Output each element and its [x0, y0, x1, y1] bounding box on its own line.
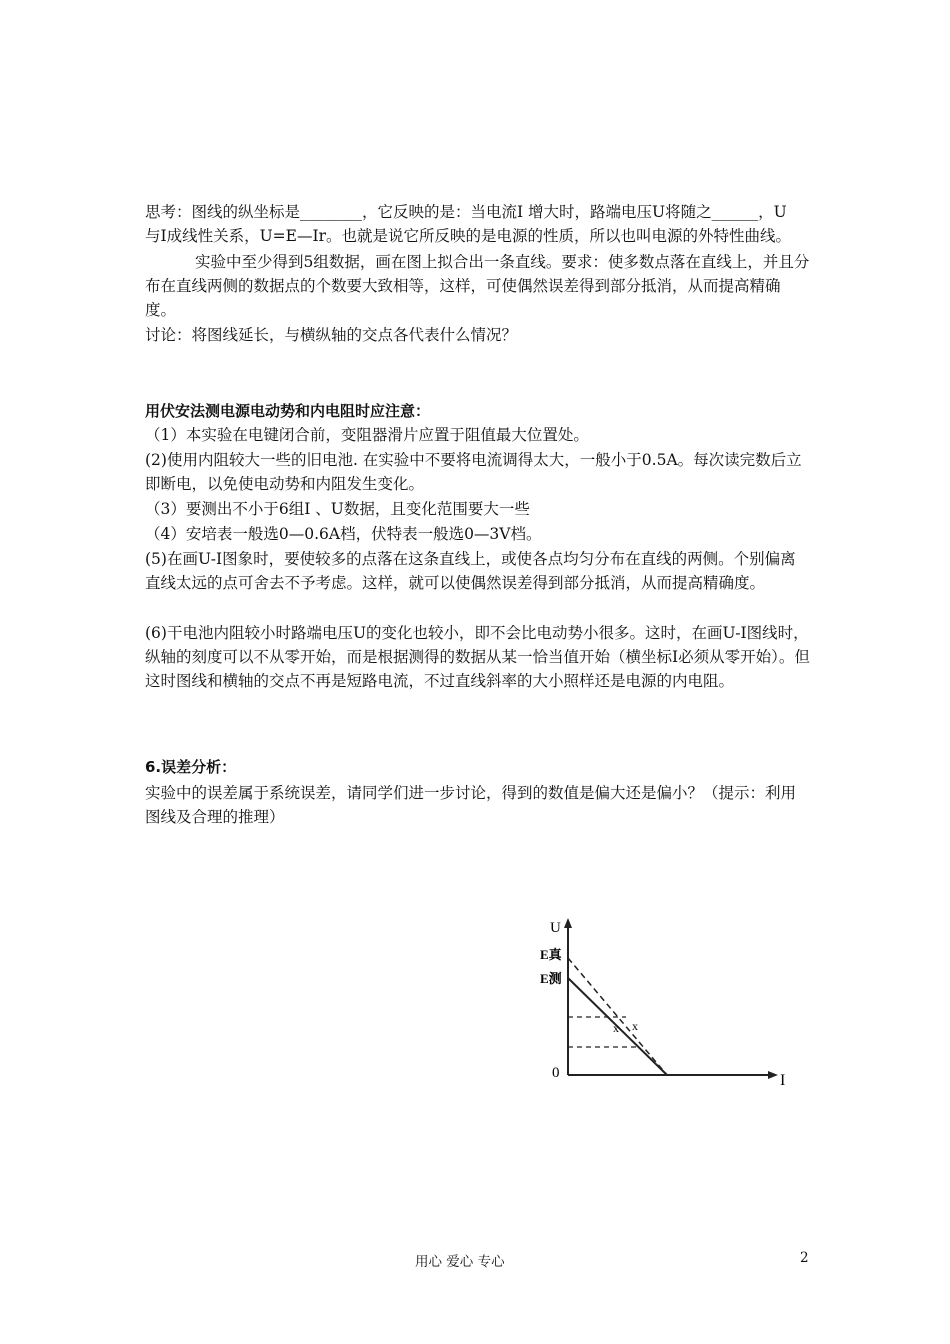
think-line-2: 与I成线性关系，U=E—Ir。也就是说它所反映的是电源的性质，所以也叫电源的外特性曲线。 [145, 227, 792, 245]
error-analysis-text: 实验中的误差属于系统误差，请同学们进一步讨论，得到的数值是偏大还是偏小？（提示：利用图线及合理的推理） [145, 784, 797, 826]
notes-title: 用伏安法测电源电动势和内电阻时应注意： [145, 402, 431, 420]
note-item-6: (6)干电池内阻较小时路端电压U的变化也较小，即不会比电动势小很多。这时，在画U-I图线时，纵轴的刻度可以不从零开始，而是根据测得的数据从某一恰当值开始（横坐标I必须从零开始）。但这时图线和横轴的交点不再是短路电流，不过直线斜率的大小照样还是电源的内电阻。 [145, 624, 810, 690]
note-item-5: (5)在画U-I图象时，要使较多的点落在这条直线上，或使各点均匀分布在直线的两侧。个别偏离直线太远的点可舍去不予考虑。这样，就可以使偶然误差得到部分抵消，从而提高精确度。 [145, 550, 796, 592]
point-mark-1: x [613, 1021, 619, 1035]
x-axis-arrow [768, 1071, 778, 1079]
e-measured-label: E测 [540, 971, 562, 986]
page-number: 2 [800, 1250, 809, 1266]
note-item-2: (2)使用内阻较大一些的旧电池. 在实验中不要将电流调得太大，一般小于0.5A。每次读完数后立即断电，以免使电动势和内阻发生变化。 [145, 451, 802, 493]
e-true-label: E真 [540, 947, 562, 962]
y-axis-arrow [564, 918, 572, 928]
origin-label: 0 [552, 1065, 560, 1081]
y-axis-label: U [550, 920, 561, 936]
x-axis-label: I [780, 1072, 786, 1089]
point-mark-2: x [632, 1019, 638, 1033]
note-item-1: （1）本实验在电键闭合前，变阻器滑片应置于阻值最大位置处。 [145, 426, 589, 444]
note-item-3: （3）要测出不小于6组I 、U数据，且变化范围要大一些 [145, 500, 530, 518]
discussion-question: 讨论：将图线延长，与横纵轴的交点各代表什么情况？ [145, 326, 518, 344]
think-line-1: 思考：图线的纵坐标是________，它反映的是：当电流I 增大时，路端电压U将随之______，U [145, 203, 787, 221]
error-analysis-title: 6.误差分析： [145, 758, 237, 776]
u-i-graph [530, 910, 800, 1095]
experiment-paragraph: 实验中至少得到5组数据，画在图上拟合出一条直线。要求：使多数点落在直线上，并且分布在直线两侧的数据点的个数要大致相等，这样，可使偶然误差得到部分抵消，从而提高精确度。 [145, 253, 810, 319]
note-item-4: （4）安培表一般选0—0.6A档，伏特表一般选0—3V档。 [145, 525, 542, 543]
footer-motto: 用心 爱心 专心 [415, 1254, 505, 1270]
